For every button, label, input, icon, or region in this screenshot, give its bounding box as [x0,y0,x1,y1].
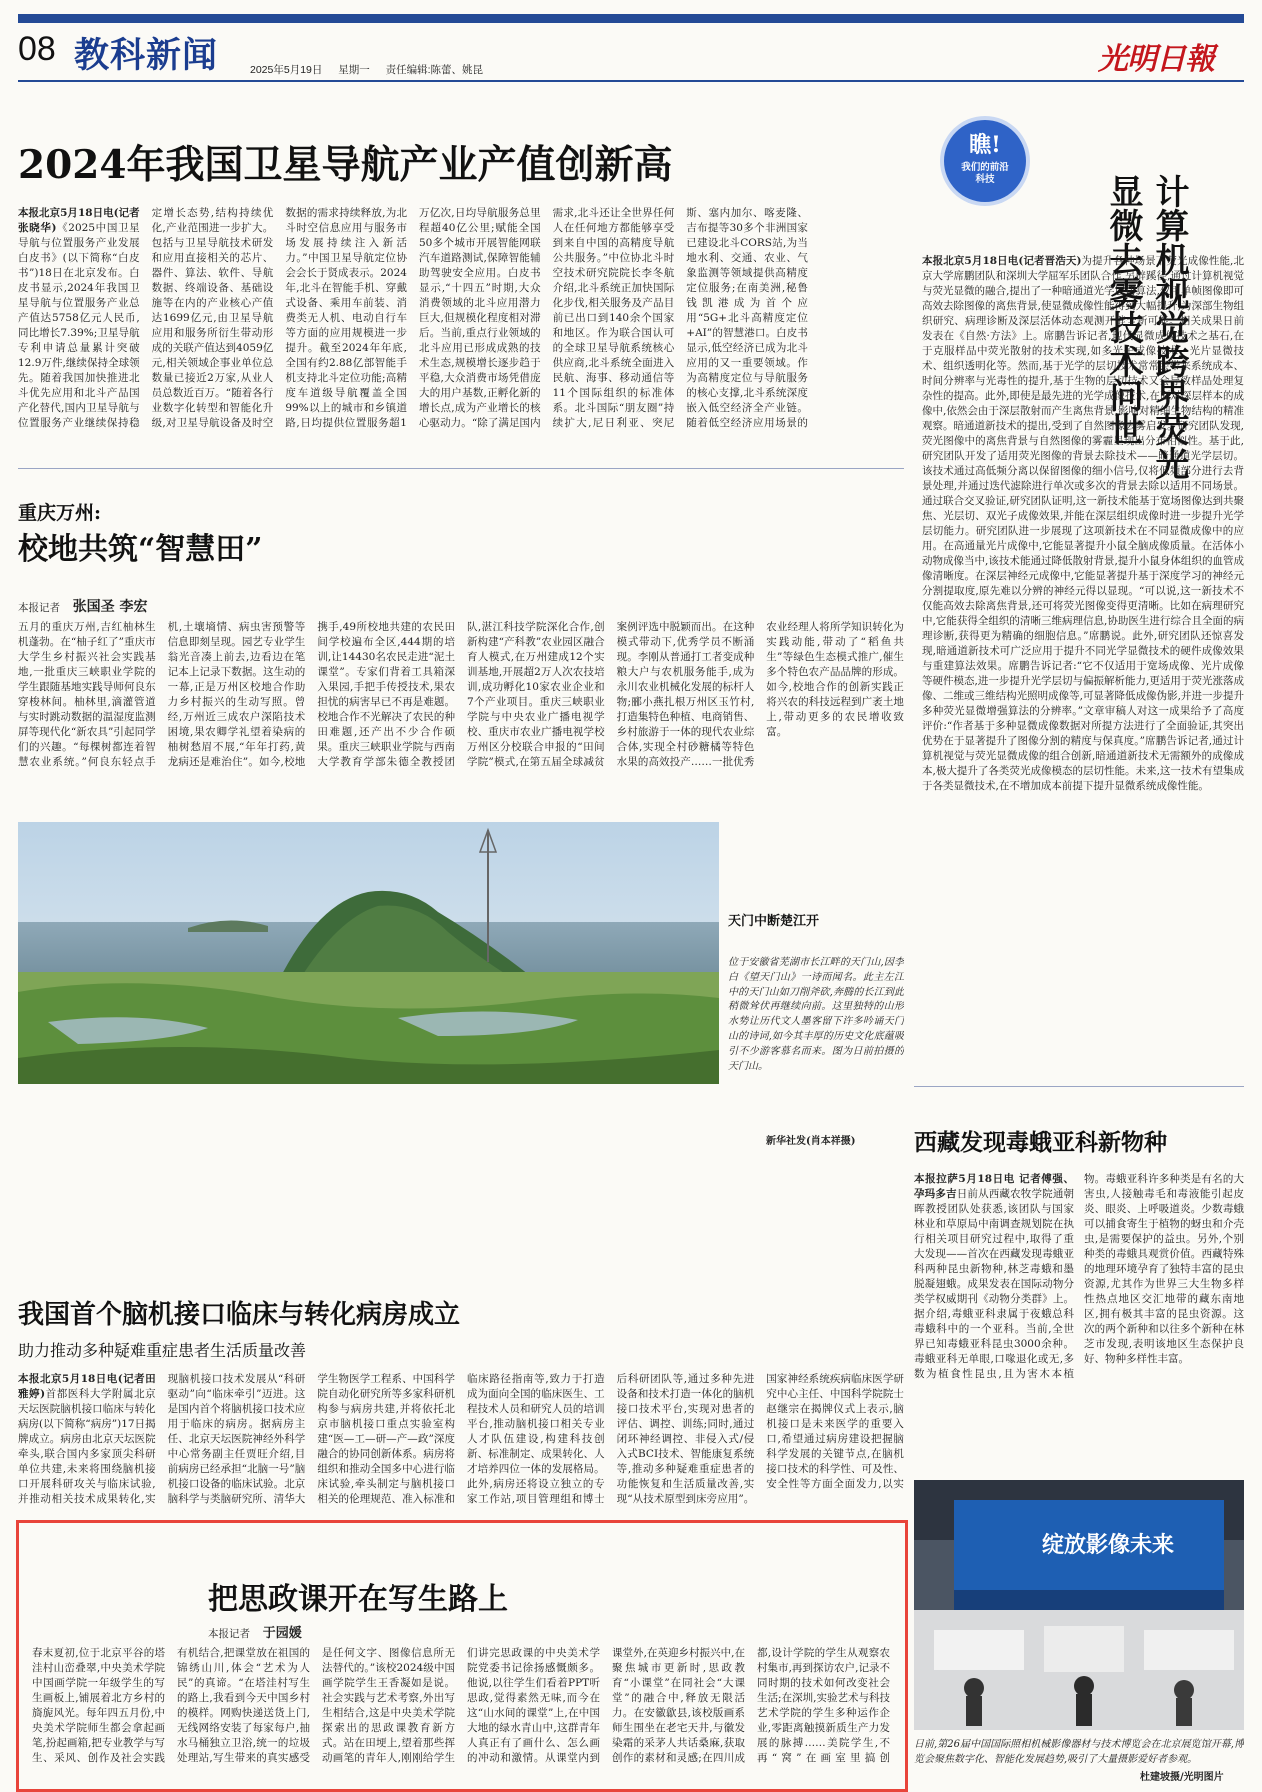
tianmen-landscape-image [18,822,719,1084]
section-title: 教科新闻 [74,35,219,76]
sizheng-byline-names: 于园媛 [262,1626,302,1641]
sizheng-body [32,1646,890,1778]
fluorescence-text: 为提升各种场景下荧光成像性能,北京大学席鹏团队和深圳大学屈军乐团队合作,另辟蹊径,通过计算机视觉与荧光显微的融合,提出了一种暗通道光学层切算法,仅用单帧图像即可高效去除图像的离焦背景,使显微成像性能得到大幅提升,为深部生物组织研究、病理诊断及深层活体动态观测开辟全新可能。相关成果日前发表在《自然·方法》上。席鹏告诉记者,现代显微成像技术之基石,在于克服样品中荧光散射的技术实现,如多光子成像技术、光片显微技术、组织透明化等。然而,基于光学的层切技术常常会带来系统成本、时间分辨率与光毒性的提升,基于生物的层切技术又会导致样品处理复杂性的提高。此外,即使是最先进的光学成像技术,在面对深层样本的成像中,依然会由于深层散射而产生离焦背景,影响对精细生物结构的精准观察。暗通道新技术的提出,受到了自然图像去雾启发。研究团队发现,荧光图像中的离焦背景与自然图像的雾霾呈现出分布相似性。基于此,研究团队开发了适用荧光图像的背景去除技术——暗通道光学层切。该技术通过高低频分离以保留图像的细小信号,仅将低频部分进行去背景处理,并通过迭代滤除进行单次或多次的背景去除以适用不同场景。通过联合交叉验证,研究团队证明,这一新技术能基于宽场图像达到共聚焦、光层切、双光子成像效果,并能在深层组织成像时进一步提升光学层切能力。研究团队进一步展现了这项新技术在不同显微成像中的应用。在高通量光片成像中,它能显著提升小鼠全脑成像质量。在活体小动物成像当中,该技术能通过降低散射背景,提升小鼠身体组织的血管成像清晰度。在深层神经元成像中,它能显著提升基于深度学习的神经元分割提取度,原先难以分辨的神经元得以显现。“可以说,这一新技术不仅能高效去除离焦背景,还可将荧光图像变得更清晰。比如在病理研究中,它能获得全组织的清晰三维病理信息,协助医生进行综合且全面的病理诊断,获得更为精确的细胞信息。”席鹏说。此外,研究团队还惊喜发现,暗通道新技术可广泛应用于提升不同光学显微技术的硬件成像效果与重建算法效果。席鹏告诉记者:“它不仅适用于宽场成像、光片成像等硬件模态,进一步提升光学层切与偏振解析能力,更适用于荧光涨落成像、二维或三维结构光照明成像等,可显著降低成像伪影,并进一步提升多种荧光显微增强算法的分辨率。”文章审稿人对这一成果给予了高度评价:“作者基于多种显微成像数据对所提方法进行了全面验证,其突出优势在于显著提升了图像分割的精度与保真度。”席鹏告诉记者,通过计算机视觉与荧光显微成像的组合创新,暗通道新技术无需额外的成像成本,极大提升了各类荧光成像模态的层切性能。未来,这一技术有望集成于各类显微技术,在不增加成本前提下提升显微系统成像性能。 [922,255,1244,792]
fluorescence-body [922,254,1244,1022]
tianmen-credit: 新华社发(肖本祥摄) [766,1136,856,1147]
header-weekday: 星期一 [338,64,370,76]
wanzhou-byline [18,596,148,616]
wanzhou-kicker: 重庆万州: [18,502,102,524]
wanzhou-byline-names: 张国圣 李宏 [72,599,148,615]
expo-sign-text: 绽放影像未来 [1042,1533,1175,1558]
satellite-lead: 本报北京5月18日电(记者张晓华) [18,207,140,234]
fluorescence-headline: 计算机视觉跨界荧光显微去雾技术问世 [1103,174,1189,480]
header-editors: 责任编辑:陈蕾、姚昆 [385,64,483,76]
expo-hall-image [914,1480,1244,1730]
satellite-text: 《2025中国卫星导航与位置服务产业发展白皮书》(以下简称“白皮书”)18日在北京发布。白皮书显示,2024年我国卫星导航与位置服务产业总产值达5758亿元人民币,同比增长7.39%;卫星导航专利申请总量累计突破12.9万件,继续保持全球领先。随着我国加快推进北斗优先应用和北斗产品国产化替代,国内卫星导航与位置服务产业继续保持稳定增长态势,结构持续优化,产业范围进一步扩大。包括与卫星导航技术研发和应用直接相关的芯片、器件、算法、软件、导航数据、终端设备、基础设施等在内的产业核心产值达1699亿元,由卫星导航应用和服务所衍生带动形成的关联产值达到4059亿元,相关领域企事业单位总数量已接近2万家,从业人员总数近百万。“随着各行业数字化转型和智能化升级,对卫星导航设备及时空数据的需求持续释放,为北斗时空信息应用与服务市场发展持续注入新活力。”中国卫星导航定位协会会长于贤成表示。2024年,北斗在智能手机、穿戴式设备、乘用车前装、消费类无人机、电动自行车等方面的应用规模进一步提升。截至2024年年底,全国有约2.88亿部智能手机支持北斗定位功能;高精度车道级导航覆盖全国99%以上的城市和乡镇道路,日均提供位置服务超1万亿次,日均导航服务总里程超40亿公里;赋能全国50多个城市开展智能网联汽车道路测试,保障智能辅助驾驶安全应用。白皮书显示,“十四五”时期,大众消费领域的北斗应用潜力巨大,但规模化程度相对滞后。当前,重点行业领域的北斗应用已形成成熟的技术生态,规模增长逐步趋于平稳,大众消费市场凭借庞大的用户基数,正孵化新的增长点,成为产业增长的核心驱动力。“除了满足国内需求,北斗还让全世界任何人在任何地方都能够享受到来自中国的高精度导航公共服务。”中位协北斗时空技术研究院院长李冬航介绍,北斗系统正加快国际化步伐,相关服务及产品目前已出口到140余个国家和地区。作为联合国认可的全球卫星导航系统核心供应商,北斗系统全面进入民航、海事、移动通信等11个国际组织的标准体系。北斗国际“朋友圈”持续扩大,尼日利亚、突尼斯、塞内加尔、喀麦隆、吉布提等30多个非洲国家已建设北斗CORS站,为当地水利、交通、农业、气象监测等领域提供高精度定位服务;在南美洲,秘鲁钱凯港成为首个应用“5G+北斗高精度定位+AI”的智慧港口。白皮书显示,低空经济已成为北斗应用的又一重要领域。作为高精度定位与导航服务的核心支撑,北斗系统深度嵌入低空经济全产业链。随着低空经济应用场景的 [18,207,808,429]
wanzhou-text: 五月的重庆万州,吉红柚林生机蓬勃。在“柚子红了”重庆市大学生乡村振兴社会实践基地,一批重庆三峡职业学院的学生跟随基地实践导师何良东穿梭林间。柚林里,滴灌管道与实时跳动数据的温湿度监测屏等现代化“新农具”引起同学们的兴趣。“每棵树都连着智慧农业系统。”何良东轻点手机,土壤墒情、病虫害预警等信息即刻呈现。园艺专业学生翁光音凑上前去,边看边在笔记本上记录下数据。这生动的一幕,正是万州区校地合作助力乡村振兴的生动写照。曾经,万州近三成农户深陷技术困境,果农卿学礼望着染病的柚树愁眉不展,“年年打药,黄龙病还是难治住”。如今,校地携手,49所校地共建的农民田间学校遍布全区,444期的培训,让14430名农民走进“泥土课堂”。专家们背着工具箱深入果园,手把手传授技术,果农担忧的病害早已不再是难题。校地合作不光解决了农民的种田难题,还产出不少合作硕果。重庆三峡职业学院与西南大学教育学部朱德全教授团队,湛江科技学院深化合作,创新构建“产科教”农业园区融合育人模式,在万州建成12个实训基地,开展超2万人次农技培训,成功孵化10家农业企业和7个产业项目。重庆三峡职业学院与中央农业广播电视学校、重庆市农业广播电视学校万州区分校联合申报的“田间学院”模式,在第五届全球减贫案例评选中脱颖而出。在这种模式带动下,优秀学员不断涌现。李刚从普通打工者变成种粮大户与农机服务能手,成为永川农业机械化发展的标杆人物;郦小燕扎根万州区玉竹村,打造集特色种植、电商销售、乡村旅游于一体的现代农业综合体,实现全村砂糖橘等特色水果的高效投产……一批优秀农业经理人将所学知识转化为实践动能,带动了“稻鱼共生”等绿色生态模式推广,催生多个特色农产品品牌的形成。如今,校地合作的创新实践正将兴农的科技远程到广袤土地上,带动更多的农民增收致富。 [18,621,904,768]
masthead-logo: 光明日報 [1098,42,1214,77]
tianmen-caption: 位于安徽省芜湖市长江畔的天门山,因李白《望天门山》一诗而闻名。此主左江中的天门山如刀削斧砍,奔腾的长江到此稍微耸伏再继续向前。这里独特的山形水势让历代文人墨客留下许多吟诵天门山的诗词,如今其丰厚的历史文化底蕴吸引不少游客慕名而来。图为日前拍摄的天门山。 [728,957,904,1072]
header-bottom-rule [18,80,1244,82]
bci-lead: 本报北京5月18日电(记者田雅婷) [18,1373,156,1400]
expo-credit: 杜建坡摄/光明图片 [1140,1772,1224,1783]
top-rule [18,14,1244,23]
tibet-text: 日前从西藏农牧学院通朝晖教授团队处获悉,该团队与国家林业和草原局中南调查规划院在执行相关项目研究过程中,取得了重大发现——首次在西藏发现毒蛾亚科两种昆虫新物种,林芝毒蛾和墨脱凝翅蛾。成果发表在国际动物分类学权威期刊《动物分类群》上。据介绍,毒蛾亚科隶属于夜蛾总科毒蛾科中的一个亚科。当前,全世界已知毒蛾亚科昆虫3000余种。毒蛾亚科无单眼,口喙退化或无,多数为植食性昆虫,且为害木本植物。毒蛾亚科许多种类是有名的大害虫,人接触毒毛和毒液能引起皮炎、眼炎、上呼吸道炎。少数毒蛾可以捕食寄生于植物的蚜虫和介壳虫,是需要保护的益虫。另外,个别种类的毒蛾具观赏价值。西藏特殊的地理环境孕育了独特丰富的昆虫资源,尤其作为世界三大生物多样性热点地区交汇地带的藏东南地区,拥有极其丰富的昆虫资源。这次的两个新种和以往多个新种在林芝市发现,表明该地区生态保护良好、物种多样性丰富。 [914,1173,1244,1380]
header-date: 2025年5月19日 [250,64,323,76]
satellite-body [18,206,808,434]
wanzhou-rule [18,468,904,469]
tibet-lead: 本报拉萨5月18日电 记者傅强、孕玛多吉 [914,1173,1074,1200]
sizheng-headline: 把思政课开在写生路上 [208,1582,508,1617]
expo-photo [914,1480,1244,1730]
satellite-headline: 2024年我国卫星导航产业产值创新高 [18,142,673,188]
expo-caption: 日前,第26届中国国际照相机械影像器材与技术博览会在北京展览馆开幕,博览会聚焦数字化、智能化发展趋势,吸引了大量摄影爱好者参观。 [914,1739,1244,1765]
tianmen-title: 天门中断楚江开 [728,914,820,929]
tibet-rule [914,1086,1244,1087]
fluorescence-lead: 本报北京5月18日电(记者晋浩天) [922,255,1082,267]
bci-text: 首都医科大学附属北京天坛医院脑机接口临床与转化病房(以下简称“病房”)17日揭牌成立。病房由北京天坛医院牵头,联合国内多家顶尖科研单位共建,未来将围绕脑机接口开展科研攻关与临床试验,并推动相关技术成果转化,实现脑机接口技术发展从“科研驱动”向“临床牵引”迈进。这是国内首个将脑机接口技术应用于临床的病房。据病房主任、北京天坛医院神经外科学中心常务副主任贾旺介绍,目前病房已经承担“北脑一号”脑机接口设备的临床试验。北京脑科学与类脑研究所、清华大学生物医学工程系、中国科学院自动化研究所等多家科研机构参与病房共建,并将依托北京市脑机接口重点实验室构建“医—工—研—产—政”深度融合的协同创新体系。病房将组织和推动全国多中心进行临床试验,牵头制定与脑机接口相关的伦理规范、准入标准和临床路径指南等,致力于打造成为面向全国的临床医生、工程技术人员和研究人员的培训平台,推动脑机接口相关专业人才队伍建设,构建科技创新、标准制定、成果转化、人才培养四位一体的发展格局。此外,病房还将设立独立的专家工作站,项目管理组和博士后科研团队等,通过多种先进设备和技术打造一体化的脑机接口技术平台,实现对患者的评估、调控、训练;同时,通过闭环神经调控、非侵入式/侵入式BCI技术、智能康复系统等,推动多种疑难重症患者的功能恢复和生活质量改善,实现“从技术原型到床旁应用”。国家神经系统疾病临床医学研究中心主任、中国科学院院士赵继宗在揭牌仪式上表示,脑机接口是未来医学的重要入口,希望通过病房建设把握脑科学发展的关键节点,在脑机接口技术的科学性、可及性、安全性等方面全面发力,以实 [18,1373,904,1505]
frontier-badge-main: 瞧! [969,132,1001,158]
wanzhou-byline-label: 本报记者 [18,602,60,614]
sizheng-text: 春末夏初,位于北京平谷的塔洼村山峦叠翠,中央美术学院中国画学院一年级学生的写生画板上,铺展着北方乡村的旖旎风光。每年四五月份,中央美术学院师生都会拿起画笔,扮起画箱,把专业教学与写生、采风、创作及社会实践有机结合,把课堂放在祖国的锦绣山川,体会“艺术为人民”的真谛。“在塔洼村写生的路上,我看到今天中国乡村的模样。网购快递送货上门,无线网络安装了每家每户,抽水马桶独立卫浴,统一的垃圾处理站,写生带来的真实感受是任何文字、图像信息所无法替代的。”该校2024级中国画学院学生王香凝如是说。社会实践与艺术考察,外出写生相结合,这是中央美术学院探索出的思政课教育新方式。站在田埂上,望着那些挥动画笔的青年人,刚刚给学生们讲完思政课的中央美术学院党委书记徐扬感慨颇多。他说,以往学生们看着PPT听思政,觉得素然无味,而今在这“山水间的课堂”上,在中国大地的绿水青山中,这群青年人真正有了画什么、怎么画的冲动和激情。从课堂内到课堂外,在英迎乡村振兴中,在聚焦城市更新时,思政教育“小课堂”在同社会“大课堂”的融合中,释放无限活力。在安徽歙县,该校版画系师生围坐在老宅天井,与徽发染霜的采茅人共话桑麻,获取创作的素材和灵感;在四川成都,设计学院的学生从观察农村集市,再到探访农户,记录不同时期的技术如何改变社会生活;在深圳,实验艺术与科技艺术学院的学生多种运作企业,零距离触摸新质生产力发展的脉搏……美院学生,不再“窝”在画室里搞创 [32,1647,890,1764]
frontier-badge-sub: 我们的前沿科技 [961,162,1009,185]
wanzhou-headline: 校地共筑“智慧田” [18,532,263,567]
sizheng-byline [208,1622,302,1641]
frontier-badge [944,120,1026,202]
bci-headline: 我国首个脑机接口临床与转化病房成立 [18,1300,461,1330]
bci-subhead: 助力推动多种疑难重症患者生活质量改善 [18,1341,307,1360]
header-meta [250,62,483,77]
tibet-body [914,1172,1244,1456]
bci-body [18,1372,904,1510]
tibet-headline: 西藏发现毒蛾亚科新物种 [914,1129,1167,1156]
wanzhou-body [18,620,904,818]
page-number: 08 [18,30,56,68]
sizheng-byline-label: 本报记者 [208,1628,250,1640]
tianmen-photo [18,822,719,1084]
